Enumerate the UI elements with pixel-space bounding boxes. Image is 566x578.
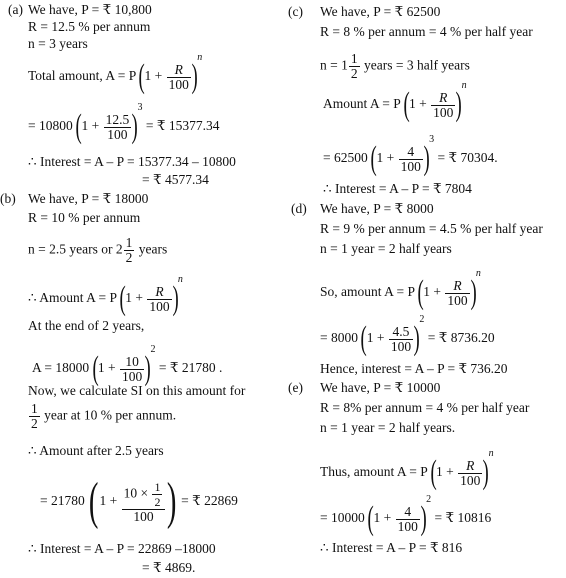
part-d-given-n: n = 1 year = 2 half years: [320, 241, 452, 256]
fraction-4-over-100: $\frac{4}{100}$: [397, 503, 418, 534]
part-c-given-p: We have, P = ₹ 62500: [320, 4, 441, 19]
part-b-now-calc-si: Now, we calculate SI on this amount for: [28, 383, 246, 398]
fraction-4-5-over-100: $\frac{4.5}{100}$: [390, 323, 412, 354]
part-d-calculation: = 8000 (1 + $\frac{4.5}{100}$ )2 = ₹ 8736.20: [320, 314, 495, 357]
part-b-amount-formula: ∴ Amount A = P (1 + $\frac{R}{100}$ )n: [28, 274, 183, 317]
part-b-label: (b): [0, 191, 16, 206]
part-d-amount-formula: So, amount A = P (1 + $\frac{R}{100}$ )n: [320, 268, 481, 311]
part-c-amount-formula: Amount A = P (1 + $\frac{R}{100}$ )n: [323, 80, 467, 123]
fraction-r-over-100: $\frac{R}{100}$: [168, 61, 189, 92]
fraction-r-over-100: $\frac{R}{100}$: [433, 89, 454, 120]
fraction-10-over-100: $\frac{10}{100}$: [121, 353, 143, 384]
part-c-interest: ∴ Interest = A – P = ₹ 7804: [323, 181, 472, 196]
part-b-calculation: A = 18000 (1 + $\frac{10}{100}$ )2 = ₹ 21780 .: [32, 344, 223, 387]
part-a-interest: ∴ Interest = A – P = 15377.34 – 10800: [28, 154, 236, 169]
part-a-given-p: We have, P = ₹ 10,800: [28, 2, 152, 17]
part-b-calculation-2: = 21780 (1 + 10 × $\frac{1}{2}$ 100 ) = ₹ 22869: [40, 473, 238, 530]
part-c-given-n: n = 1 $\frac{1}{2}$ years = 3 half years: [320, 51, 470, 81]
fraction-4-over-100: $\frac{4}{100}$: [400, 143, 421, 174]
part-b-given-p: We have, P = ₹ 18000: [28, 191, 149, 206]
part-b-interest-result: = ₹ 4869.: [142, 560, 196, 575]
fraction-one-half: $\frac{1}{2}$: [350, 51, 358, 81]
part-c-given-r: R = 8 % per annum = 4 % per half year: [320, 24, 533, 39]
part-e-given-r: R = 8% per annum = 4 % per half year: [320, 400, 530, 415]
part-c-label: (c): [288, 4, 303, 19]
part-e-given-n: n = 1 year = 2 half years.: [320, 420, 456, 435]
part-e-interest: ∴ Interest = A – P = ₹ 816: [320, 540, 463, 555]
part-d-label: (d): [291, 201, 307, 216]
part-b-end-of-2-years: At the end of 2 years,: [28, 318, 145, 333]
fraction-r-over-100: $\frac{R}{100}$: [149, 283, 170, 314]
part-a-calculation: = 10800 (1 + $\frac{12.5}{100}$ )3 = ₹ 15377.34: [28, 102, 220, 145]
part-a-label: (a): [8, 2, 23, 17]
part-a-given-r: R = 12.5 % per annum: [28, 19, 151, 34]
part-a-amount-formula: Total amount, A = P (1 + $\frac{R}{100}$ )n: [28, 52, 203, 95]
part-e-amount-formula: Thus, amount A = P (1 + $\frac{R}{100}$ )n: [320, 448, 494, 491]
part-a-given-n: n = 3 years: [28, 36, 88, 51]
part-b-interest: ∴ Interest = A – P = 22869 –18000: [28, 541, 216, 556]
fraction-one-half: $\frac{1}{2}$: [31, 401, 38, 431]
part-a-interest-result: = ₹ 4577.34: [142, 172, 209, 187]
part-b-given-r: R = 10 % per annum: [28, 210, 141, 225]
part-d-given-p: We have, P = ₹ 8000: [320, 201, 434, 216]
fraction-compound: 10 × $\frac{1}{2}$ 100: [122, 480, 166, 524]
fraction-r-over-100: $\frac{R}{100}$: [447, 277, 468, 308]
fraction-one-half: $\frac{1}{2}$: [125, 235, 133, 265]
fraction-r-over-100: $\frac{R}{100}$: [460, 457, 481, 488]
part-b-amount-after: ∴ Amount after 2.5 years: [28, 443, 164, 458]
part-b-given-n: n = 2.5 years or 2 $\frac{1}{2}$ years: [28, 235, 168, 265]
part-d-hence-interest: Hence, interest = A – P = ₹ 736.20: [320, 361, 508, 376]
part-e-given-p: We have, P = ₹ 10000: [320, 380, 441, 395]
part-d-given-r: R = 9 % per annum = 4.5 % per half year: [320, 221, 543, 236]
part-e-label: (e): [288, 380, 303, 395]
part-b-half-year: $\frac{1}{2}$ year at 10 % per annum.: [31, 401, 177, 431]
fraction-12-5-over-100: $\frac{12.5}{100}$: [105, 111, 130, 142]
part-c-calculation: = 62500 (1 + $\frac{4}{100}$ )3 = ₹ 70304.: [323, 134, 498, 177]
part-e-calculation: = 10000 (1 + $\frac{4}{100}$ )2 = ₹ 10816: [320, 494, 492, 537]
